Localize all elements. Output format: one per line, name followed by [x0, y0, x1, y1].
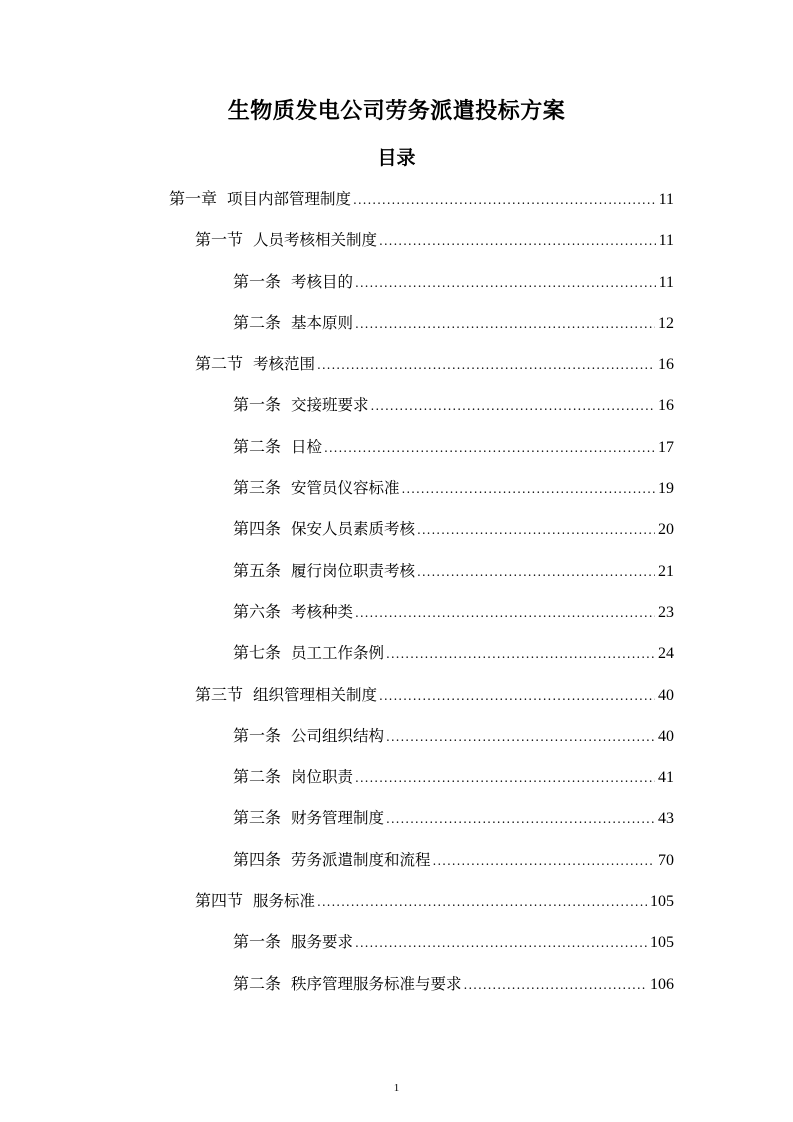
toc-entry-page: 40: [658, 727, 674, 745]
table-of-contents: [0, 184, 793, 1010]
toc-entry-number: 第二条: [233, 767, 282, 787]
toc-entry-title: 服务要求: [291, 933, 354, 952]
toc-entry-page: 11: [658, 191, 674, 208]
toc-dot-leader: [417, 515, 655, 545]
toc-entry-number: 第一条: [233, 725, 282, 745]
toc-heading: 目录: [377, 147, 416, 169]
toc-entry-number: 第一条: [233, 395, 282, 415]
toc-entry[interactable]: [0, 267, 793, 308]
toc-dot-leader: [355, 309, 655, 339]
toc-entry-title: 组织管理相关制度: [253, 685, 378, 704]
toc-entry-number: 第二条: [233, 436, 282, 456]
toc-entry[interactable]: [0, 969, 793, 1010]
toc-dot-leader: [464, 970, 647, 1000]
toc-entry-title: 考核范围: [253, 355, 316, 374]
toc-entry-number: 第一节: [195, 230, 244, 250]
toc-entry[interactable]: [0, 349, 793, 390]
toc-entry-page: 105: [650, 934, 674, 952]
toc-dot-leader: [379, 681, 655, 711]
toc-entry-title: 考核目的: [291, 272, 354, 291]
toc-entry-page: 24: [658, 645, 674, 663]
toc-entry[interactable]: [0, 184, 793, 225]
toc-entry-number: 第六条: [233, 601, 282, 621]
toc-dot-leader: [355, 598, 655, 628]
toc-entry-page: 43: [658, 810, 674, 828]
toc-dot-leader: [386, 722, 655, 752]
toc-entry-title: 员工工作条例: [291, 644, 385, 663]
toc-dot-leader: [386, 639, 655, 669]
toc-entry[interactable]: [0, 308, 793, 349]
toc-entry[interactable]: [0, 721, 793, 762]
toc-entry-title: 履行岗位职责考核: [291, 561, 416, 580]
toc-dot-leader: [317, 350, 655, 380]
toc-entry-number: 第四条: [233, 849, 282, 869]
toc-entry-title: 日检: [291, 437, 323, 456]
toc-entry[interactable]: [0, 680, 793, 721]
toc-entry[interactable]: [0, 803, 793, 844]
toc-entry[interactable]: [0, 927, 793, 968]
toc-entry-title: 财务管理制度: [291, 809, 385, 828]
toc-entry-title: 秩序管理服务标准与要求: [291, 974, 462, 993]
toc-entry[interactable]: [0, 473, 793, 514]
toc-entry-number: 第一条: [233, 932, 282, 952]
toc-dot-leader: [371, 391, 655, 421]
toc-entry-page: 16: [658, 356, 674, 374]
toc-entry-number: 第四条: [233, 519, 282, 539]
toc-entry-title: 公司组织结构: [291, 726, 385, 745]
toc-entry-title: 保安人员素质考核: [291, 520, 416, 539]
toc-entry-page: 70: [658, 851, 674, 869]
toc-entry-page: 21: [658, 562, 674, 580]
toc-entry-page: 41: [658, 769, 674, 787]
toc-dot-leader: [379, 226, 656, 256]
toc-entry-number: 第三条: [233, 808, 282, 828]
toc-entry-page: 20: [658, 521, 674, 539]
toc-dot-leader: [433, 846, 655, 876]
toc-entry[interactable]: [0, 638, 793, 679]
toc-entry[interactable]: [0, 556, 793, 597]
toc-dot-leader: [317, 887, 647, 917]
toc-entry-page: 17: [658, 438, 674, 456]
toc-entry-page: 12: [658, 314, 674, 332]
toc-entry-title: 劳务派遣制度和流程: [291, 850, 431, 869]
toc-entry-number: 第四节: [195, 891, 244, 911]
toc-entry-page: 19: [658, 480, 674, 498]
toc-entry[interactable]: [0, 390, 793, 431]
page-number: 1: [393, 1082, 400, 1094]
toc-entry-title: 项目内部管理制度: [227, 190, 352, 208]
toc-entry-page: 11: [658, 232, 674, 250]
toc-entry[interactable]: [0, 762, 793, 803]
toc-entry-number: 第三节: [195, 684, 244, 704]
toc-entry-number: 第五条: [233, 560, 282, 580]
toc-entry-number: 第二条: [233, 312, 282, 332]
document-title: 生物质发电公司劳务派遣投标方案: [227, 99, 566, 124]
toc-dot-leader: [355, 928, 647, 958]
toc-entry-page: 40: [658, 686, 674, 704]
toc-entry-number: 第三条: [233, 478, 282, 498]
toc-entry[interactable]: [0, 886, 793, 927]
toc-entry-page: 11: [658, 273, 674, 291]
toc-entry-number: 第一条: [233, 271, 282, 291]
toc-entry-number: 第二条: [233, 973, 282, 993]
toc-entry[interactable]: [0, 845, 793, 886]
toc-entry-title: 交接班要求: [291, 396, 369, 415]
toc-entry[interactable]: [0, 514, 793, 555]
toc-dot-leader: [355, 763, 655, 793]
toc-entry-page: 106: [650, 975, 674, 993]
toc-dot-leader: [324, 433, 655, 463]
toc-entry-number: 第二节: [195, 354, 244, 374]
toc-dot-leader: [386, 804, 655, 834]
toc-entry-page: 16: [658, 397, 674, 415]
toc-entry-title: 岗位职责: [291, 768, 354, 787]
toc-entry-title: 安管员仪容标准: [291, 479, 400, 498]
toc-entry-page: 105: [650, 893, 674, 911]
toc-entry-title: 考核种类: [291, 602, 354, 621]
toc-entry[interactable]: [0, 225, 793, 266]
toc-entry[interactable]: [0, 597, 793, 638]
toc-dot-leader: [353, 185, 656, 215]
toc-entry-number: 第七条: [233, 643, 282, 663]
toc-dot-leader: [417, 557, 655, 587]
toc-dot-leader: [402, 474, 655, 504]
toc-dot-leader: [355, 268, 656, 298]
toc-entry-title: 人员考核相关制度: [253, 231, 378, 250]
toc-entry-page: 23: [658, 603, 674, 621]
toc-entry-title: 基本原则: [291, 313, 354, 332]
toc-entry-title: 服务标准: [253, 892, 316, 911]
toc-entry-number: 第一章: [169, 189, 218, 208]
toc-entry[interactable]: [0, 432, 793, 473]
